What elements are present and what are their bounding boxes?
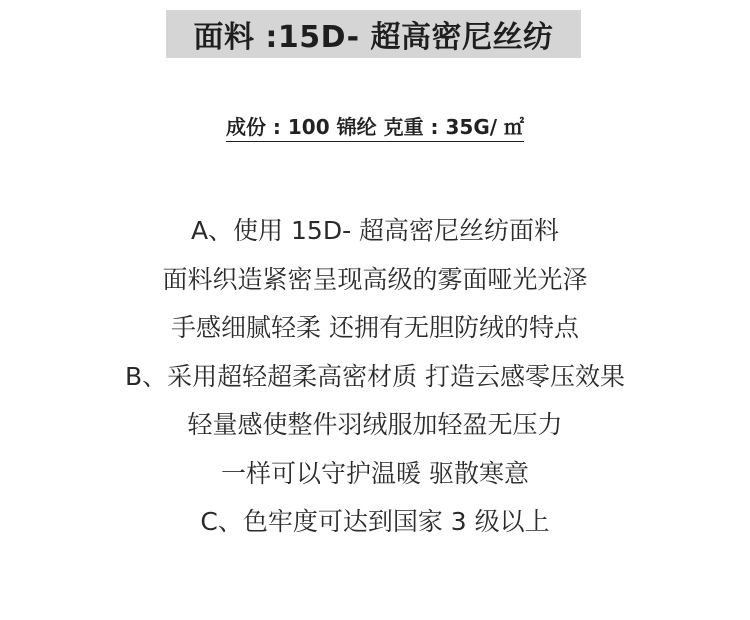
spec-line	[0, 114, 750, 142]
description-line: 手感细腻轻柔 还拥有无胆防绒的特点	[171, 313, 579, 342]
description-line: 一样可以守护温暖 驱散寒意	[221, 458, 529, 488]
composition-weight-text: 成份 : 100 锦纶 克重 : 35G/ ㎡	[226, 114, 524, 142]
description-line: B、采用超轻超柔高密材质 打造云感零压效果	[124, 361, 626, 391]
description-line: A、使用 15D- 超高密尼丝纺面料	[190, 216, 560, 245]
description-block	[0, 207, 750, 547]
title-banner	[166, 10, 581, 58]
description-line: 面料织造紧密呈现高级的雾面哑光光泽	[162, 264, 588, 294]
description-line: 轻量感使整件羽绒服加轻盈无压力	[187, 410, 563, 439]
page-title: 面料 :15D- 超高密尼丝纺	[193, 20, 554, 55]
description-line: C、色牢度可达到国家 3 级以上	[200, 507, 550, 536]
